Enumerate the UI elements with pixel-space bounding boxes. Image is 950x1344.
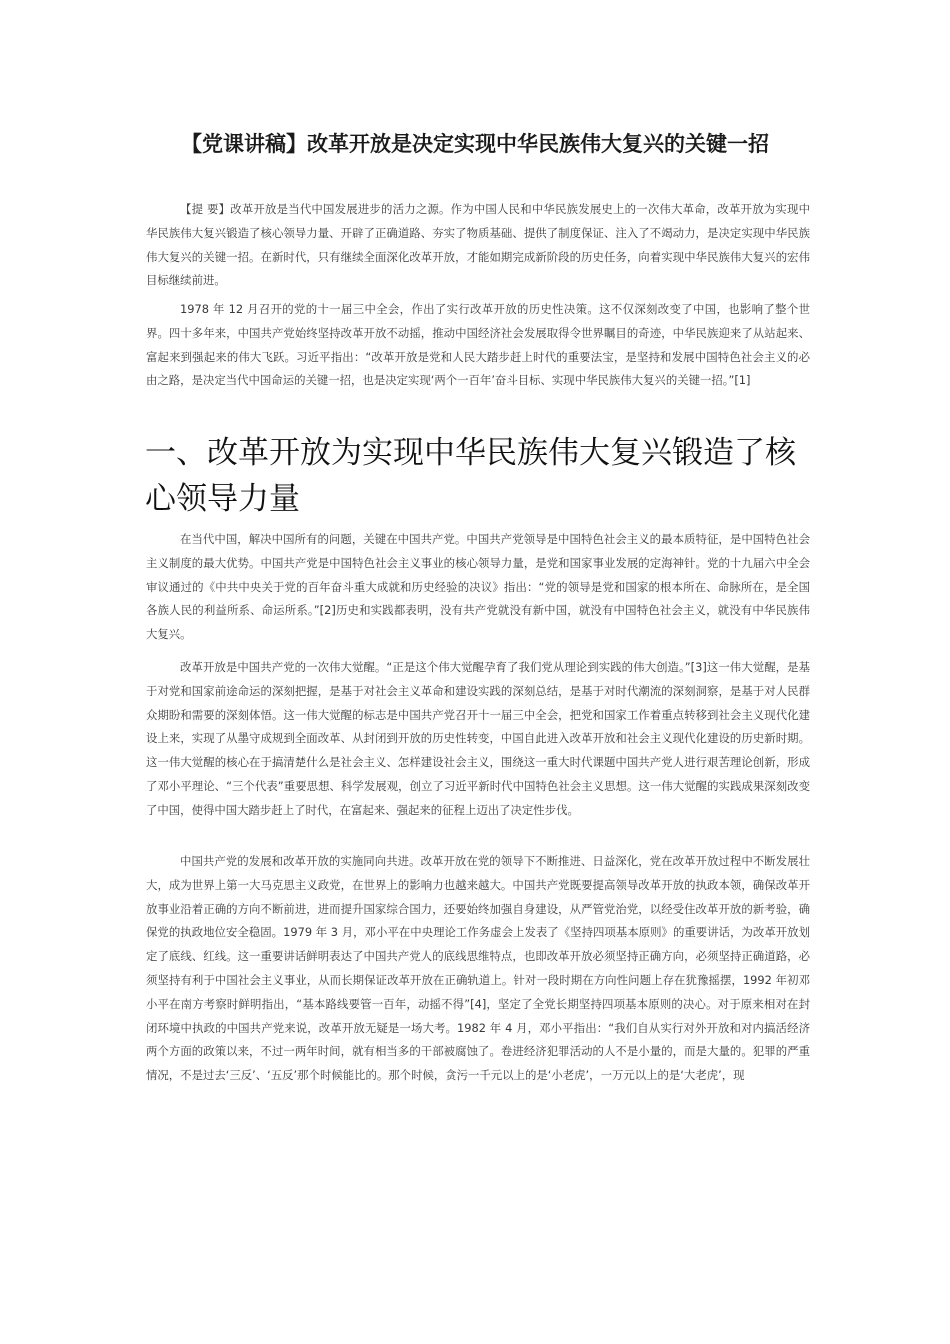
document-title: 【党课讲稿】改革开放是决定实现中华民族伟大复兴的关键一招: [181, 132, 769, 156]
section1-paragraph-2: 改革开放是中国共产党的一次伟大觉醒。“正是这个伟大觉醒孕育了我们党从理论到实践的伟大创造。”[3]这一伟大觉醒，是基于对党和国家前途命运的深刻把握，是基于对社会主义革命和建设实践的深刻总结，是基于对时代潮流的深刻洞察，是基于对人民群众期盼和需要的深刻体悟。这一伟大觉醒的标志是中国共产党召开十一届三中全会，把党和国家工作着重点转移到社会主义现代化建设上来，实现了从墨守成规到全面改革、从封闭到开放的历史性转变，中国自此进入改革开放和社会主义现代化建设的历史新时期。这一伟大觉醒的核心在于搞清楚什么是社会主义、怎样建设社会主义，围绕这一重大时代课题中国共产党人进行艰苦理论创新，形成了邓小平理论、“三个代表”重要思想、科学发展观，创立了习近平新时代中国特色社会主义思想。这一伟大觉醒的实践成果深刻改变了中国，使得中国大踏步赶上了时代，在富起来、强起来的征程上迈出了决定性步伐。: [146, 660, 810, 817]
section1-paragraph-1: 在当代中国，解决中国所有的问题，关键在中国共产党。中国共产党领导是中国特色社会主义的最本质特征，是中国特色社会主义制度的最大优势。中国共产党是中国特色社会主义事业的核心领导力量，是党和国家事业发展的定海神针。党的十九届六中全会审议通过的《中共中央关于党的百年奋斗重大成就和历史经验的决议》指出：“党的领导是党和国家的根本所在、命脉所在，是全国各族人民的利益所系、命运所系。”[2]历史和实践都表明，没有共产党就没有新中国，就没有中国特色社会主义，就没有中华民族伟大复兴。: [146, 532, 810, 642]
section1-paragraph-3: 中国共产党的发展和改革开放的实施同向共进。改革开放在党的领导下不断推进、日益深化，党在改革开放过程中不断发展壮大，成为世界上第一大马克思主义政党，在世界上的影响力也越来越大。中国共产党既要提高领导改革开放的执政本领，确保改革开放事业沿着正确的方向不断前进，进而提升国家综合国力，还要始终加强自身建设，从严管党治党，以经受住改革开放的新考验，确保党的执政地位安全稳固。1979 年 3 月，邓小平在中央理论工作务虚会上发表了《坚持四项基本原则》的重要讲话，为改革开放划定了底线、红线。这一重要讲话鲜明表达了中国共产党人的底线思维特点，也即改革开放必须坚持正确方向，必须坚持正确道路，必须坚持有利于中国社会主义事业，从而长期保证改革开放在正确轨道上。针对一段时期在方向性问题上存在犹豫摇摆，1992 年初邓小平在南方考察时鲜明指出，“基本路线要管一百年，动摇不得”[4]，坚定了全党长期坚持四项基本原则的决心。对于原来相对在封闭环境中执政的中国共产党来说，改革开放无疑是一场大考。1982 年 4 月，邓小平指出：“我们自从实行对外开放和对内搞活经济两个方面的政策以来，不过一两年时间，就有相当多的干部被腐蚀了。卷进经济犯罪活动的人不是小量的，而是大量的。犯罪的严重情况，不是过去‘三反’、‘五反’那个时候能比的。那个时候，贪污一千元以上的是‘小老虎’，一万元以上的是‘大老虎’，现: [146, 854, 810, 1083]
abstract-paragraph: 【提 要】改革开放是当代中国发展进步的活力之源。作为中国人民和中华民族发展史上的一次伟大革命，改革开放为实现中华民族伟大复兴锻造了核心领导力量、开辟了正确道路、夯实了物质基础、提供了制度保证、注入了不竭动力，是决定实现中华民族伟大复兴的关键一招。在新时代，只有继续全面深化改革开放，才能如期完成新阶段的历史任务，向着实现中华民族伟大复兴的宏伟目标继续前进。: [146, 202, 810, 288]
section-heading-1: 一、改革开放为实现中华民族伟大复兴锻造了核心领导力量: [145, 435, 796, 517]
intro-paragraph: 1978 年 12 月召开的党的十一届三中全会，作出了实行改革开放的历史性决策。这不仅深刻改变了中国，也影响了整个世界。四十多年来，中国共产党始终坚持改革开放不动摇，推动中国经济社会发展取得令世界瞩目的奇迹，中华民族迎来了从站起来、富起来到强起来的伟大飞跃。习近平指出：“改革开放是党和人民大踏步赶上时代的重要法宝，是坚持和发展中国特色社会主义的必由之路，是决定当代中国命运的关键一招，也是决定实现‘两个一百年’奋斗目标、实现中华民族伟大复兴的关键一招。”[1]: [146, 302, 810, 388]
